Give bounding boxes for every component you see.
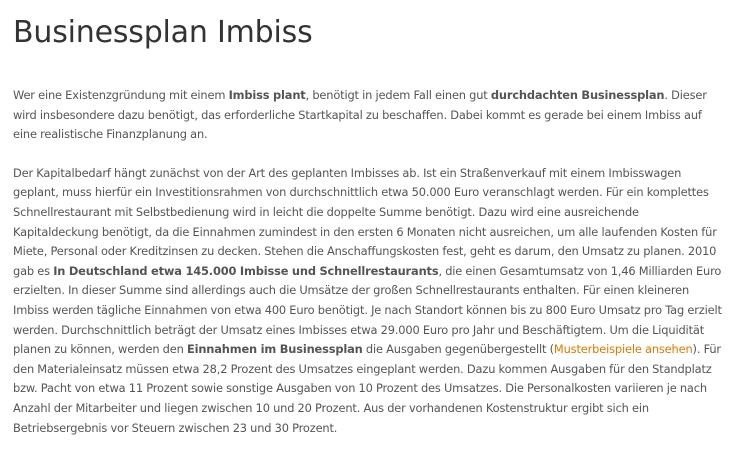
main-bold-imbisse-count: In Deutschland etwa 145.000 Imbisse und Schnellrestaurants [53,263,439,278]
main-text-2: , die einen Gesamtumsatz von 1,46 Milliarden Euro erzielten. In dieser Summe sind allerdings auch die Umsätze der großen Schnellrestaurants enthalten. Für einen kleineren Imbiss werden tägliche Einnahmen von etwa 400 Euro benötigt. Je nach Standort können bis zu 800 Euro Umsatz pro Tag erzielt werden. Durchschnittlich beträgt der Umsatz eines Imbisses etwa 29.000 Euro pro Jahr und Beschäftigtem. Um die Liquidität planen zu können, werden den [13,263,722,357]
intro-text-1: Wer eine Existenzgründung mit einem [13,88,229,102]
intro-paragraph [13,86,724,145]
intro-text-2: , benötigt in jedem Fall einen gut [305,88,491,102]
intro-text-3: . Dieser wird insbesondere dazu benötigt, das erforderliche Startkapital zu beschaffen. Dabei kommt es gerade bei einem Imbiss auf eine realistische Finanzplanung an. [13,88,707,142]
main-paragraph [13,164,724,438]
main-text-4: ). Für den Materialeinsatz müssen etwa 28,2 Prozent des Umsatzes eingeplant werden. Dazu kommen Ausgaben für den Standplatz bzw. Pacht von etwa 11 Prozent sowie sonstige Ausgaben von 10 Prozent des Umsatzes. Die Personalkosten variieren je nach Anzahl der Mitarbeiter und liegen zwischen 10 und 20 Prozent. Aus der vorhandenen Kostenstruktur ergibt sich ein Betriebsergebnis vor Steuern zwischen 23 und 30 Prozent. [13,342,721,435]
main-bold-einnahmen: Einnahmen im Businessplan [186,342,363,357]
main-text-3: die Ausgaben gegenübergestellt ( [362,342,554,357]
page-title: Businessplan Imbiss [13,15,313,50]
intro-bold-businessplan: durchdachten Businessplan [490,88,665,102]
main-text-1: Der Kapitalbedarf hängt zunächst von der Art des geplanten Imbisses ab. Ist ein Straßenverkauf mit einem Imbisswagen geplant, muss hierfür ein Investitionsrahmen von durchschnittlich etwa 50.000 Euro veranschlagt werden. Für ein komplettes Schnellrestaurant mit Selbstbedienung wird in leicht die doppelte Summe benötigt. Dazu wird eine ausreichende Kapitaldeckung benötigt, da die Einnahmen zumindest in den ersten 6 Monaten nicht ausreichen, um alle laufenden Kosten für Miete, Personal oder Kreditzinsen zu decken. Stehen die Anschaffungskosten fest, geht es darum, den Umsatz zu planen. 2010 gab es [13,165,717,278]
musterbeispiele-link[interactable]: Musterbeispiele ansehen [553,342,693,357]
intro-bold-imbiss-plant: Imbiss plant [228,88,306,102]
